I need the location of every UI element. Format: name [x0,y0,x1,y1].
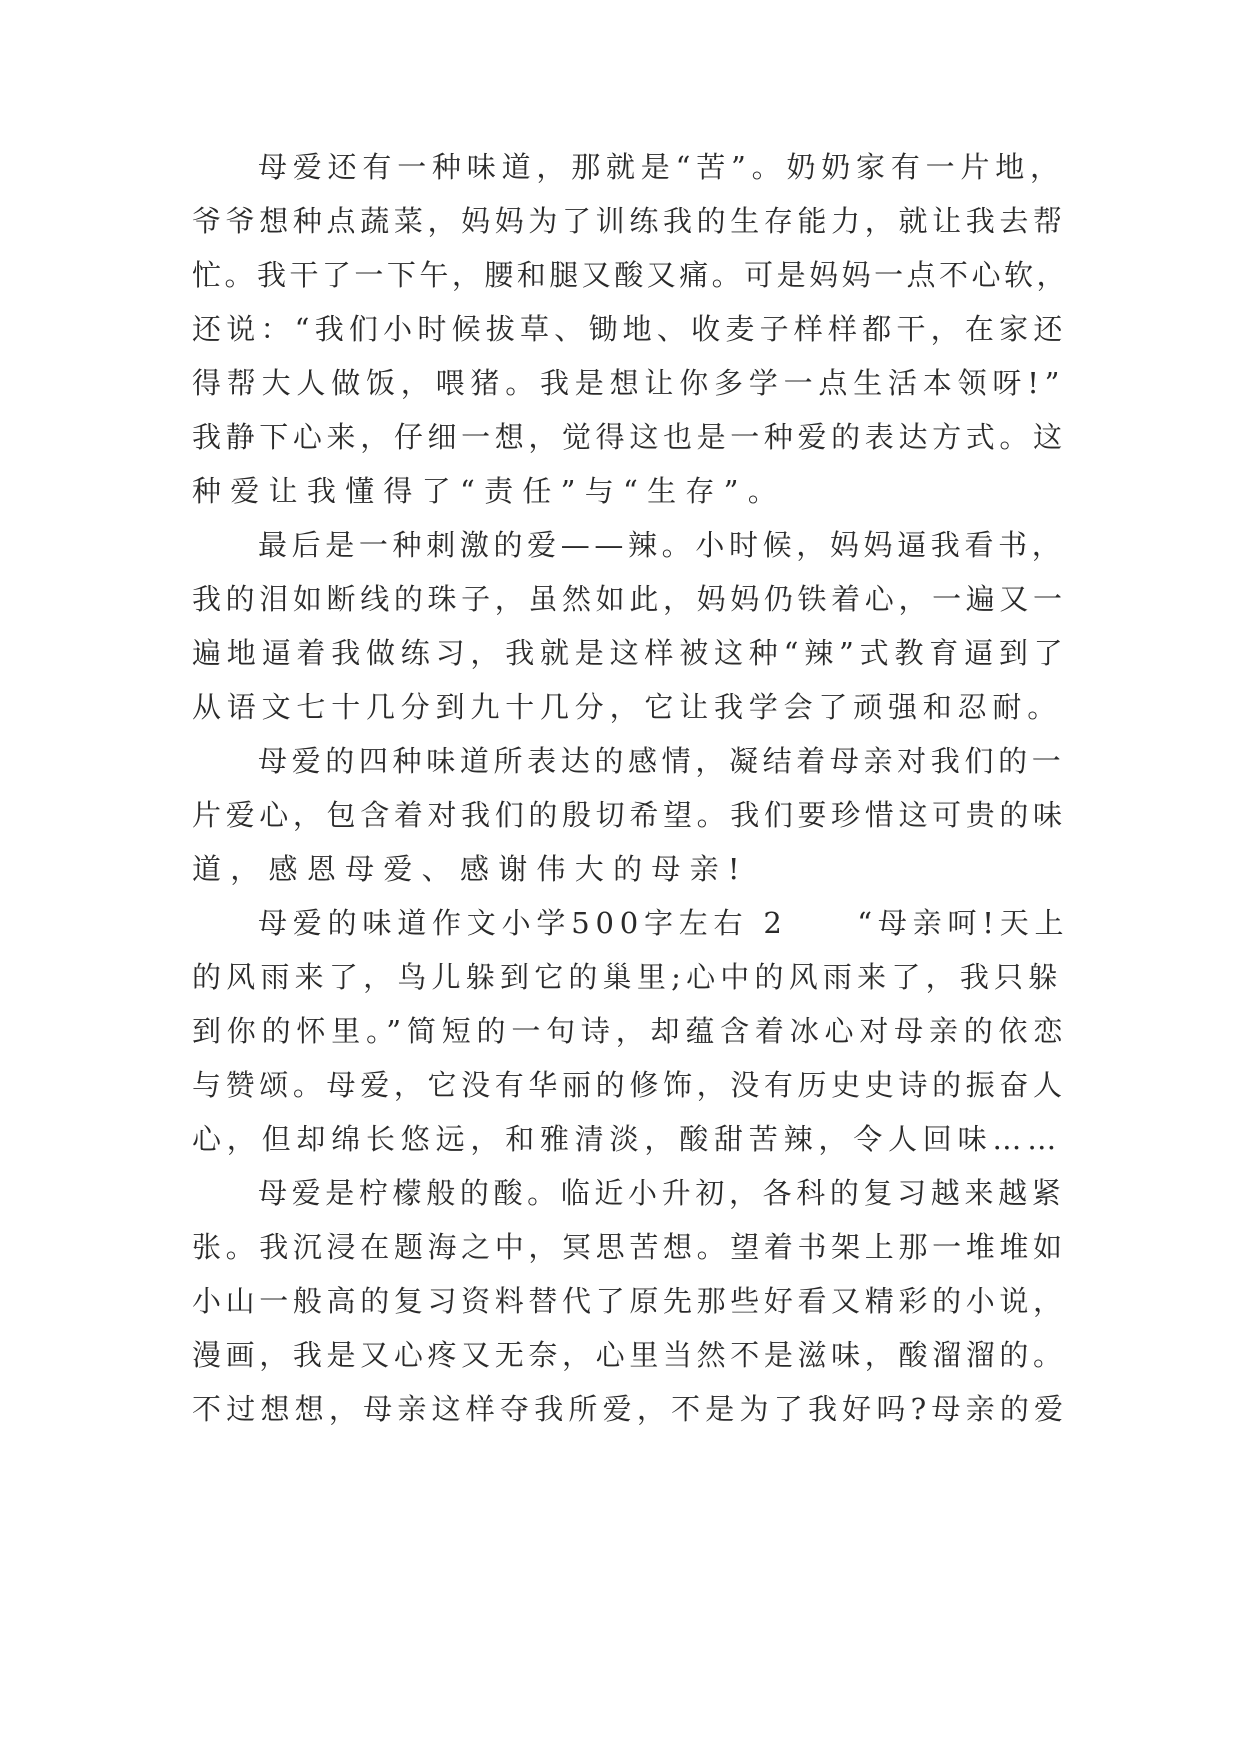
text-line: 张。我沉浸在题海之中，冥思苦想。望着书架上那一堆堆如 [192,1230,1067,1264]
text-line: 爷爷想种点蔬菜，妈妈为了训练我的生存能力，就让我去帮 [192,204,1067,238]
text-line: 母爱还有一种味道，那就是“苦”。奶奶家有一片地， [258,150,1065,184]
text-line: 到你的怀里。”简短的一句诗，却蕴含着冰心对母亲的依恋 [192,1014,1069,1048]
text-line: 漫画，我是又心疼又无奈，心里当然不是滋味，酸溜溜的。 [192,1338,1067,1372]
text-line: 还说：“我们小时候拔草、锄地、收麦子样样都干，在家还 [192,312,1068,346]
text-line: 我静下心来，仔细一想，觉得这也是一种爱的表达方式。这 [192,420,1067,454]
text-line: 母爱的味道作文小学500字左右 2 “母亲呵!天上 [258,906,1070,940]
text-line: 得帮大人做饭，喂猪。我是想让你多学一点生活本领呀!” [192,366,1066,400]
text-line: 忙。我干了一下午，腰和腿又酸又痛。可是妈妈一点不心软， [192,258,1069,292]
text-line: 种爱让我懂得了“责任”与“生存”。 [192,474,787,508]
text-line: 最后是一种刺激的爱——辣。小时候，妈妈逼我看书， [258,528,1066,562]
text-line: 的风雨来了，鸟儿躲到它的巢里;心中的风雨来了，我只躲 [192,960,1063,994]
text-line: 母爱的四种味道所表达的感情，凝结着母亲对我们的一 [258,744,1066,778]
text-line: 心，但却绵长悠远，和雅清淡，酸甜苦辣，令人回味…… [192,1122,1063,1156]
text-line: 道，感恩母爱、感谢伟大的母亲! [192,852,749,886]
text-line: 小山一般高的复习资料替代了原先那些好看又精彩的小说， [192,1284,1067,1318]
text-line: 不过想想，母亲这样夺我所爱，不是为了我好吗?母亲的爱 [192,1392,1069,1426]
text-line: 从语文七十几分到九十几分，它让我学会了顽强和忍耐。 [192,690,1063,724]
text-line: 与赞颂。母爱，它没有华丽的修饰，没有历史史诗的振奋人 [192,1068,1067,1102]
text-line: 我的泪如断线的珠子，虽然如此，妈妈仍铁着心，一遍又一 [192,582,1067,616]
text-line: 母爱是柠檬般的酸。临近小升初，各科的复习越来越紧 [258,1176,1066,1210]
text-line: 遍地逼着我做练习，我就是这样被这种“辣”式教育逼到了 [192,636,1069,670]
text-line: 片爱心，包含着对我们的殷切希望。我们要珍惜这可贵的味 [192,798,1067,832]
